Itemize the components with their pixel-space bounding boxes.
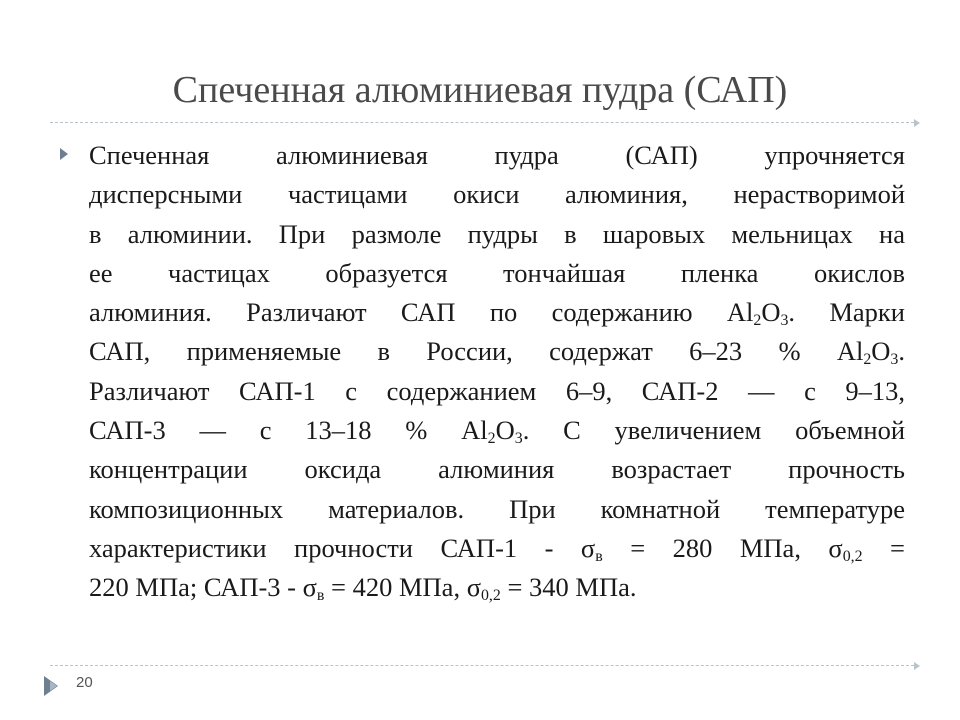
text-line: Различают САП-1 с содержанием 6–9, САП-2 — с 9–13,	[89, 375, 905, 406]
text-line: алюминия. Различают САП по содержанию $Al_2O_3$. Марки	[89, 297, 905, 330]
text-line: композиционных материалов. При комнатной температуре	[89, 493, 905, 524]
text-line: САП-3 — с 13–18 % $Al_2O_3$. С увеличением объемной	[89, 415, 905, 448]
text-line: концентрации оксида алюминия возрастает прочность	[89, 454, 905, 485]
slide-title: Спеченная алюминиевая пудра (САП)	[172, 69, 788, 111]
text-line: САП, применяемые в России, содержат 6–23 % $Al_2O_3$.	[89, 336, 905, 369]
text-line: дисперсными частицами окиси алюминия, нерастворимой	[89, 179, 905, 210]
page-number: 20	[76, 674, 93, 691]
text-line: в алюминии. При размоле пудры в шаровых мельницах на	[89, 218, 905, 249]
title-divider-end	[914, 119, 920, 127]
footer-arrow-inner-icon	[50, 681, 57, 691]
slide-body	[89, 136, 905, 608]
footer-divider	[50, 665, 914, 666]
text-line: ее частицах образуется тончайшая пленка окислов	[89, 257, 905, 288]
text-line: характеристики прочности $САП-1 - \sigma_в = 280$ МПа, $\sigma_{0,2}$ =	[89, 532, 905, 565]
triangle-bullet-icon	[60, 148, 68, 160]
text-line: Спеченная алюминиевая пудра (САП) упрочняется	[89, 140, 905, 170]
title-divider	[50, 122, 914, 123]
footer-divider-end	[914, 662, 920, 670]
text-line: 220 МПа; $САП-3 - \sigma_в = 420$ МПа, $\sigma_{0,2} = 340$ МПа.	[89, 572, 637, 605]
